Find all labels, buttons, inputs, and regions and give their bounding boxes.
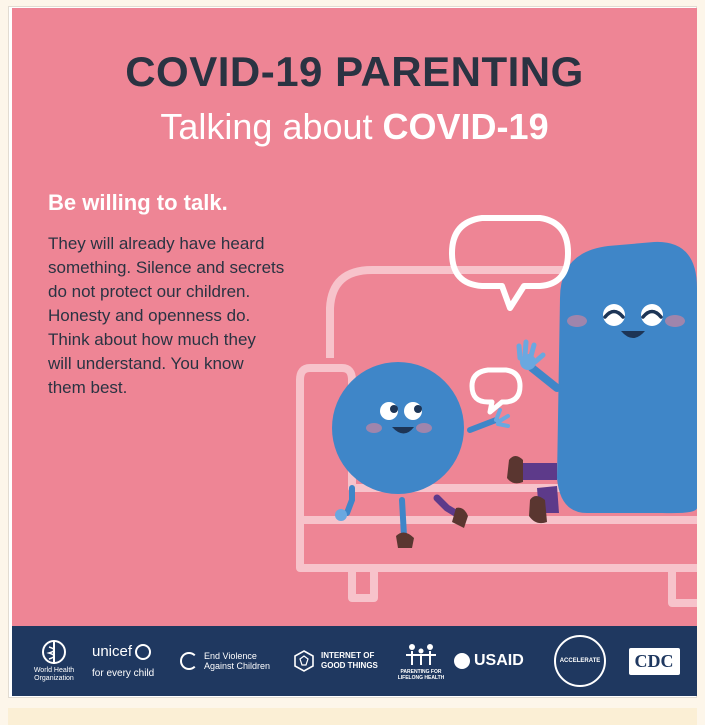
plh-line-1: PARENTING FOR [400, 669, 442, 675]
covid-parenting-poster [12, 8, 697, 626]
accelerate-wordmark: ACCELERATE [559, 658, 601, 664]
who-line-1: World Health [33, 667, 75, 674]
lead-heading: Be willing to talk. [48, 190, 228, 215]
unicef-tagline: for every child [92, 668, 155, 679]
body-line: do not protect our children. [48, 282, 251, 301]
cdc-logo [622, 626, 686, 696]
body-line: They will already have heard [48, 234, 265, 253]
body-paragraph [48, 232, 338, 400]
cdc-wordmark: CDC [634, 650, 674, 671]
body-line: something. Silence and secrets [48, 258, 285, 277]
who-logo [22, 626, 86, 696]
iogt-line-1: INTERNET OF [321, 651, 375, 660]
parenting-for-lifelong-health-icon [403, 641, 439, 669]
body-line: Think about how much they [48, 330, 256, 349]
speech-bubble-small-icon [472, 370, 520, 412]
subtitle-prefix: Talking about [160, 106, 383, 147]
body-line: them best. [48, 378, 128, 397]
end-violence-icon [180, 652, 198, 670]
internet-of-good-things-logo [292, 626, 388, 696]
iogt-line-2: GOOD THINGS [321, 661, 378, 670]
body-line: will understand. You know [48, 354, 244, 373]
plh-logo [396, 626, 446, 696]
end-violence-line-1: End Violence [204, 651, 257, 661]
end-violence-line-2: Against Children [204, 661, 271, 671]
speech-bubble-large-icon [452, 218, 568, 308]
partner-logos-bar [12, 626, 697, 696]
poster-subtitle [12, 106, 697, 148]
who-emblem-icon [39, 639, 69, 667]
internet-of-good-things-icon [292, 649, 316, 673]
unicef-icon [135, 644, 151, 660]
usaid-wordmark: USAID [474, 652, 524, 669]
accelerate-logo [552, 626, 608, 696]
usaid-icon [454, 653, 470, 669]
cdc-icon [629, 648, 680, 675]
usaid-logo [454, 626, 540, 696]
accelerate-icon [554, 635, 606, 687]
body-line: Honesty and openness do. [48, 306, 251, 325]
subtitle-bold: COVID-19 [382, 106, 549, 147]
bottom-strip [8, 708, 697, 725]
plh-line-2: LIFELONG HEALTH [397, 675, 445, 681]
unicef-wordmark: unicef [92, 643, 133, 660]
poster-title: COVID-19 PARENTING [125, 48, 584, 95]
end-violence-logo [180, 626, 284, 696]
unicef-logo [92, 626, 172, 696]
who-line-2: Organization [34, 675, 74, 682]
